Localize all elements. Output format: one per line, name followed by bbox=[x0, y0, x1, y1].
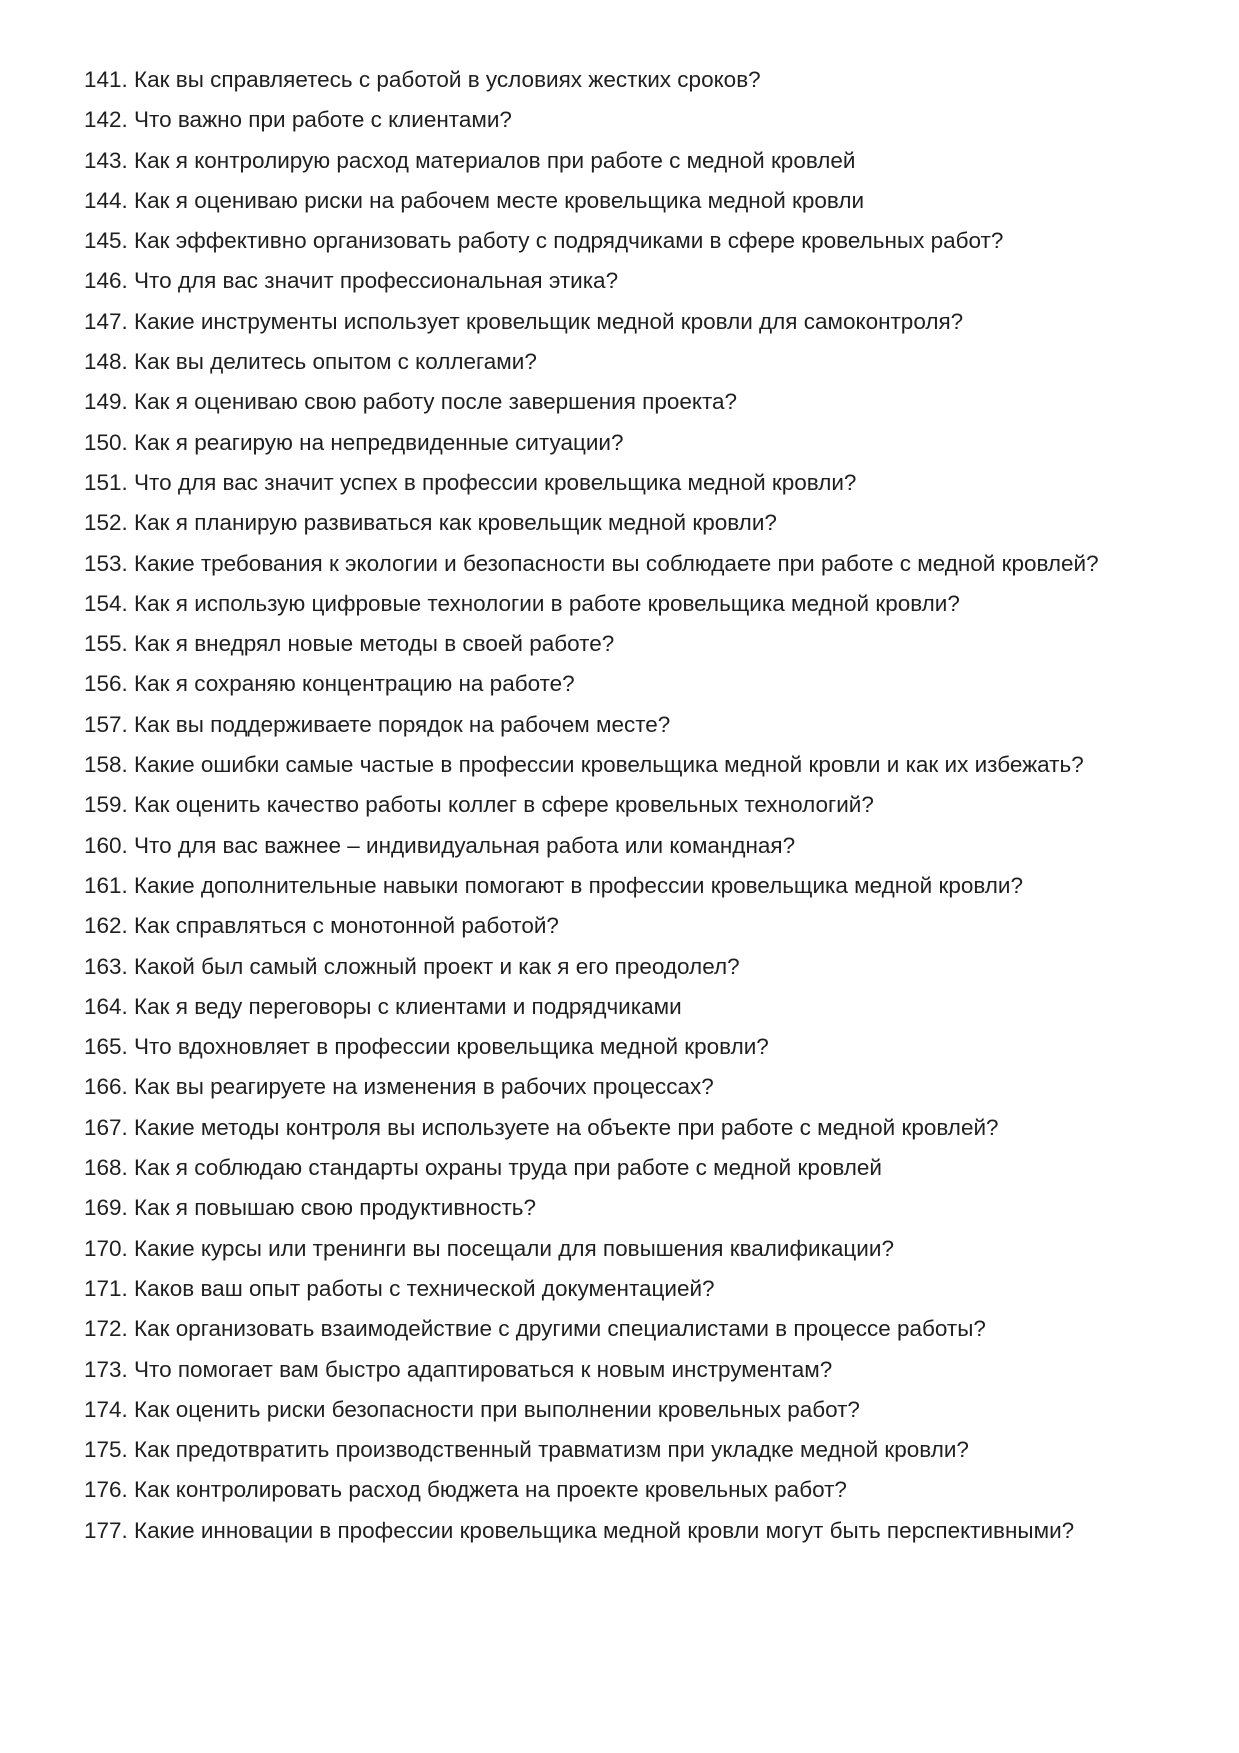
question-item: 169. Как я повышаю свою продуктивность? bbox=[84, 1195, 537, 1221]
question-item: 148. Как вы делитесь опытом с коллегами? bbox=[84, 349, 537, 375]
question-item: 147. Какие инструменты использует кровельщик медной кровли для самоконтроля? bbox=[84, 308, 964, 334]
question-item: 146. Что для вас значит профессиональная этика? bbox=[84, 268, 619, 294]
question-item: 157. Как вы поддерживаете порядок на рабочем месте? bbox=[84, 711, 671, 737]
question-item: 161. Какие дополнительные навыки помогают в профессии кровельщика медной кровли? bbox=[84, 872, 1024, 898]
question-item: 141. Как вы справляетесь с работой в условиях жестких сроков? bbox=[84, 67, 761, 92]
question-item: 162. Как справляться с монотонной работой? bbox=[84, 913, 559, 939]
question-item: 155. Как я внедрял новые методы в своей работе? bbox=[84, 631, 615, 657]
question-item: 154. Как я использую цифровые технологии в работе кровельщика медной кровли? bbox=[84, 590, 960, 616]
question-item: 149. Как я оцениваю свою работу после завершения проекта? bbox=[84, 389, 738, 415]
question-item: 164. Как я веду переговоры с клиентами и подрядчиками bbox=[84, 993, 682, 1019]
question-item: 166. Как вы реагируете на изменения в рабочих процессах? bbox=[84, 1074, 714, 1100]
question-item: 158. Какие ошибки самые частые в профессии кровельщика медной кровли и как их избежать? bbox=[84, 752, 1084, 778]
question-item: 151. Что для вас значит успех в профессии кровельщика медной кровли? bbox=[84, 469, 857, 495]
question-item: 167. Какие методы контроля вы используете на объекте при работе с медной кровлей? bbox=[84, 1114, 999, 1140]
question-item: 176. Как контролировать расход бюджета на проекте кровельных работ? bbox=[84, 1477, 847, 1503]
question-item: 163. Какой был самый сложный проект и как я его преодолел? bbox=[84, 953, 740, 979]
question-item: 160. Что для вас важнее – индивидуальная работа или командная? bbox=[84, 832, 796, 858]
question-item: 175. Как предотвратить производственный травматизм при укладке медной кровли? bbox=[84, 1437, 969, 1463]
question-item: 153. Какие требования к экологии и безопасности вы соблюдаете при работе с медной кровлей? bbox=[84, 550, 1099, 576]
question-item: 152. Как я планирую развиваться как кровельщик медной кровли? bbox=[84, 510, 777, 536]
question-item: 142. Что важно при работе с клиентами? bbox=[84, 107, 512, 133]
question-item: 159. Как оценить качество работы коллег в сфере кровельных технологий? bbox=[84, 792, 874, 818]
question-item: 171. Каков ваш опыт работы с технической документацией? bbox=[84, 1275, 715, 1301]
question-item: 168. Как я соблюдаю стандарты охраны труда при работе с медной кровлей bbox=[84, 1155, 883, 1181]
question-item: 150. Как я реагирую на непредвиденные ситуации? bbox=[84, 429, 624, 455]
question-item: 172. Как организовать взаимодействие с другими специалистами в процессе работы? bbox=[84, 1316, 986, 1342]
question-item: 173. Что помогает вам быстро адаптироваться к новым инструментам? bbox=[84, 1356, 833, 1382]
question-item: 143. Как я контролирую расход материалов при работе с медной кровлей bbox=[84, 147, 856, 173]
question-item: 165. Что вдохновляет в профессии кровельщика медной кровли? bbox=[84, 1034, 769, 1060]
question-item: 144. Как я оцениваю риски на рабочем месте кровельщика медной кровли bbox=[84, 187, 865, 213]
question-item: 174. Как оценить риски безопасности при выполнении кровельных работ? bbox=[84, 1396, 860, 1422]
question-item: 170. Какие курсы или тренинги вы посещали для повышения квалификации? bbox=[84, 1235, 894, 1261]
question-item: 156. Как я сохраняю концентрацию на работе? bbox=[84, 671, 575, 697]
question-item: 177. Какие инновации в профессии кровельщика медной кровли могут быть перспективными? bbox=[84, 1517, 1075, 1543]
question-item: 145. Как эффективно организовать работу с подрядчиками в сфере кровельных работ? bbox=[84, 228, 1004, 254]
question-list bbox=[84, 60, 1164, 1551]
